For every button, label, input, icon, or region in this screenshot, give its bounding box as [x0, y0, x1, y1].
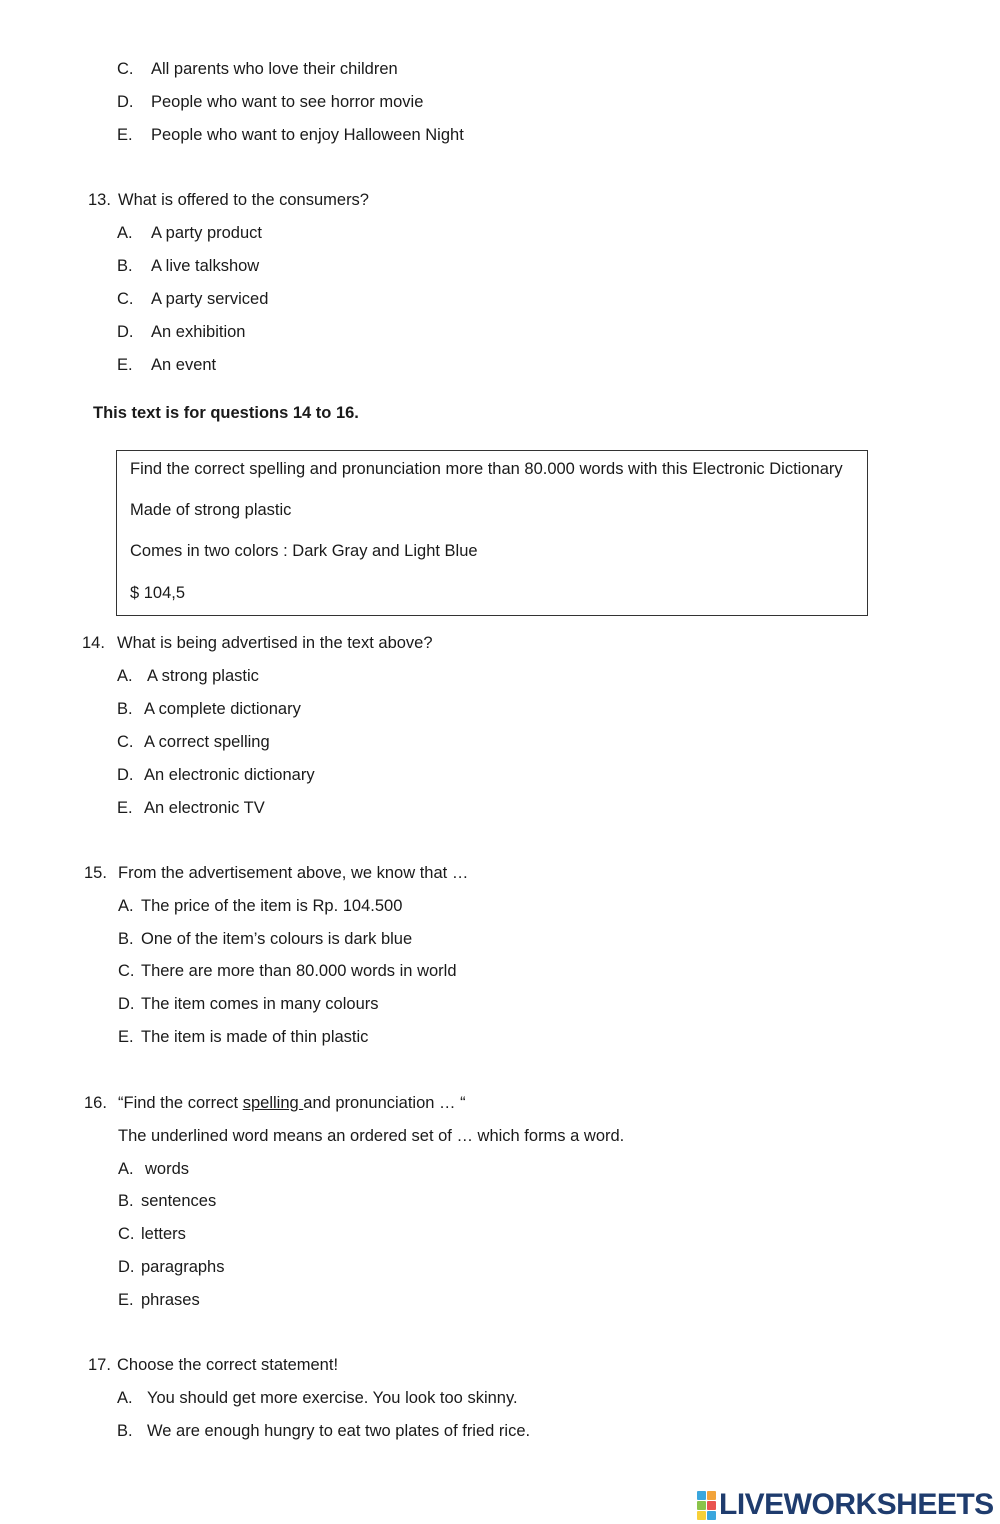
q12-option-c: C. All parents who love their children — [117, 60, 398, 78]
q14-option-b: B. A complete dictionary — [117, 700, 301, 718]
advert-line-3: Comes in two colors : Dark Gray and Light Blue — [130, 542, 478, 560]
q16-option-e: E. phrases — [118, 1291, 200, 1309]
q12-option-e: E. People who want to enjoy Halloween Night — [117, 126, 464, 144]
advert-line-4: $ 104,5 — [130, 584, 186, 602]
q15-option-b: B. One of the item’s colours is dark blue — [118, 930, 413, 948]
q14-option-d: D. An electronic dictionary — [117, 766, 315, 784]
q13-option-b: B. A live talkshow — [117, 257, 260, 275]
underlined-word: spelling — [242, 1094, 304, 1112]
q13-option-a: A. A party product — [117, 224, 262, 242]
q17-option-a: A. You should get more exercise. You look too skinny. — [117, 1389, 518, 1407]
q16-option-d: D. paragraphs — [118, 1258, 225, 1276]
q15-option-d: D. The item comes in many colours — [118, 995, 379, 1013]
q16-option-b: B. sentences — [118, 1192, 217, 1210]
q13-option-d: D. An exhibition — [117, 323, 246, 341]
q15-question: 15. From the advertisement above, we know that … — [84, 864, 469, 882]
q16-option-c: C. letters — [118, 1225, 186, 1243]
q15-option-a: A. The price of the item is Rp. 104.500 — [118, 897, 403, 915]
advert-line-1: Find the correct spelling and pronunciation more than 80.000 words with this Electronic Dictionary — [130, 460, 843, 478]
q17-question: 17. Choose the correct statement! — [88, 1356, 339, 1374]
advert-line-2: Made of strong plastic — [130, 501, 292, 519]
q14-option-c: C. A correct spelling — [117, 733, 270, 751]
q16-quote: 16. “Find the correct spelling and pronunciation … “ — [84, 1094, 466, 1112]
brand-name: LIVEWORKSHEETS — [719, 1488, 994, 1521]
advert-box — [116, 450, 868, 616]
q17-option-b: B. We are enough hungry to eat two plates of fried rice. — [117, 1422, 531, 1440]
q14-option-a: A. A strong plastic — [117, 667, 259, 685]
q16-question: The underlined word means an ordered set of … which forms a word. — [118, 1127, 625, 1145]
q15-option-c: C. There are more than 80.000 words in world — [118, 962, 457, 980]
q14-question: 14. What is being advertised in the text above? — [82, 634, 433, 652]
liveworksheets-logo — [697, 1490, 994, 1520]
q13-option-e: E. An event — [117, 356, 217, 374]
q14-option-e: E. An electronic TV — [117, 799, 265, 817]
section-heading: This text is for questions 14 to 16. — [93, 404, 359, 422]
liveworksheets-logo-icon — [697, 1491, 716, 1520]
q12-option-d: D. People who want to see horror movie — [117, 93, 424, 111]
q15-option-e: E. The item is made of thin plastic — [118, 1028, 369, 1046]
q13-option-c: C. A party serviced — [117, 290, 269, 308]
q16-option-a: A. words — [118, 1160, 190, 1178]
q13-question: 13. What is offered to the consumers? — [88, 191, 369, 209]
